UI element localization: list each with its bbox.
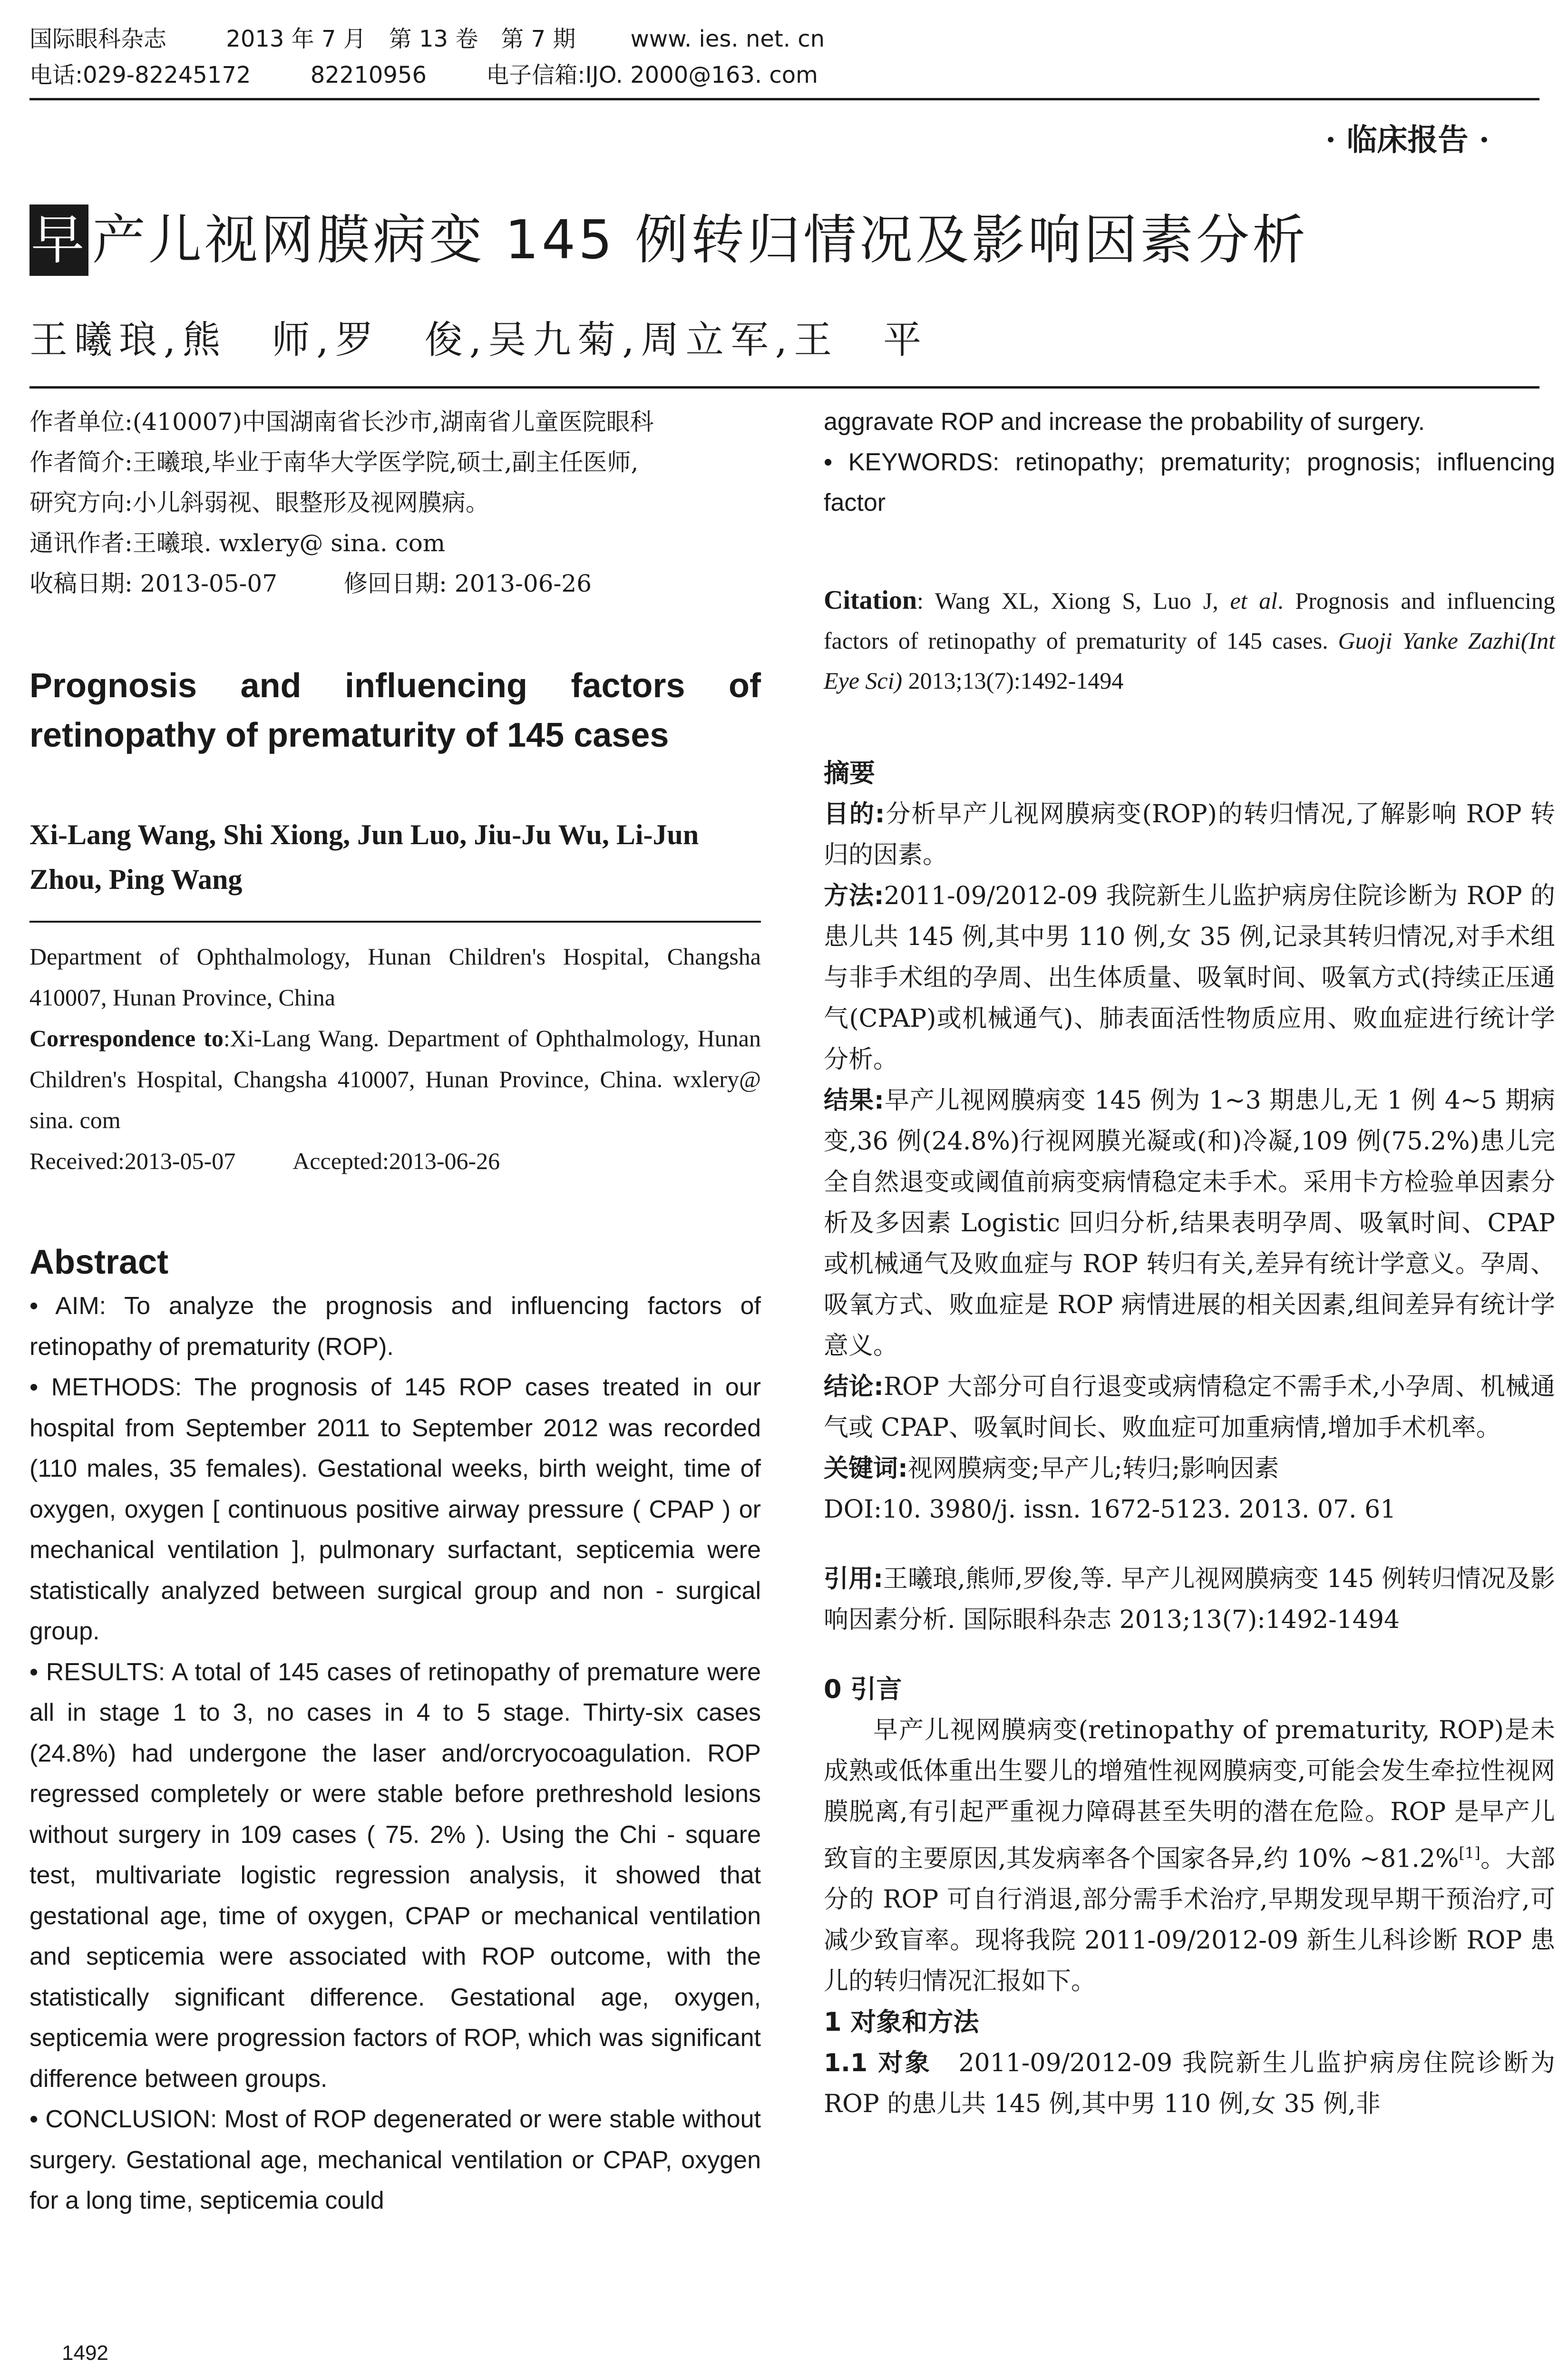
english-authors: Xi-Lang Wang, Shi Xiong, Jun Luo, Jiu-Ju Wu, Li-Jun Zhou, Ping Wang: [29, 819, 699, 895]
doi[interactable]: DOI:10. 3980/j. issn. 1672-5123. 2013. 07. 61: [824, 1495, 1396, 1524]
corresponding-author: 通讯作者:王曦琅. wxlery@ sina. com: [29, 529, 446, 557]
zh-citation: [824, 1559, 1555, 1640]
right-column: [824, 402, 1555, 2124]
zh-methods-label: 方法:: [824, 882, 884, 910]
website-link[interactable]: www. ies. net. cn: [630, 26, 825, 52]
issue-info: 2013 年 7 月 第 13 卷 第 7 期: [226, 26, 576, 52]
abstract-conclusion-cont: aggravate ROP and increase the probability of surgery.: [824, 408, 1425, 436]
subject-label: 1.1 对象: [824, 2049, 932, 2078]
abstract-results: • RESULTS: A total of 145 cases of retinopathy of premature were all in stage 1 to 3, no cases in 4 to 5 stage. Thirty-six cases (24.8%) had undergone the laser and/orcryocoagulation. ROP regressed completely or were stable before prethreshold lesions without surgery in 109 cases ( 75. 2% ). Using the Chi - square test, multivariate logistic regression analysis, it showed that gestational age, time of oxygen, CPAP or mechanical ventilation and septicemia were associated with ROP outcome, with the statistically significant difference. Gestational age, oxygen, septicemia were progression factors of ROP, which was significant difference between groups.: [29, 1658, 761, 2093]
header-line-1: [29, 25, 825, 53]
affiliation-block: [29, 936, 761, 1181]
zh-citation-label: 引用:: [824, 1565, 883, 1593]
authors-cn: 王曦琅,熊 师,罗 俊,吴九菊,周立军,王 平: [29, 318, 928, 362]
journal-name: 国际眼科杂志: [29, 26, 167, 52]
citation-en: Citation: Wang XL, Xiong S, Luo J, et al. Prognosis and influencing factors of retinopathy of prematurity of 145 cases. Guoji Yanke Zazhi(Int Eye Sci) 2013;13(7):1492-1494: [824, 585, 1556, 694]
zh-results: 早产儿视网膜病变 145 例为 1~3 期患儿,无 1 例 4~5 期病变,36 例(24.8%)行视网膜光凝或(和)冷凝,109 例(75.2%)患儿完全自然退变或阈值前病变病情稳定未手术。采用卡方检验单因素分析及多因素 Logistic 回归分析,结果表明孕周、吸氧时间、CPAP 或机械通气及败血症与 ROP 转归有关,差异有统计学意义。孕周、吸氧方式、败血症是 ROP 病情进展的相关因素,组间差异有统计学意义。: [824, 1086, 1556, 1360]
title-divider: [29, 386, 1539, 389]
english-title: Prognosis and influencing factors of retinopathy of prematurity of 145 cases: [29, 667, 761, 754]
intro-heading: 0 引言: [824, 1674, 902, 1704]
intro-paragraph: 早产儿视网膜病变(retinopathy of prematurity, ROP)是未成熟或低体重出生婴儿的增殖性视网膜病变,可能会发生牵拉性视网膜脱离,有引起严重视力障碍甚至失明的潜在危险。ROP 是早产儿致盲的主要原因,其发病率各个国家各异,约 10% ~81.2%: [824, 1716, 1555, 1873]
affiliation: Department of Ophthalmology, Hunan Children's Hospital, Changsha 410007, Hunan Province, China: [29, 943, 761, 1011]
reference-1[interactable]: [1]: [1459, 1844, 1480, 1862]
zh-keywords-label: 关键词:: [824, 1454, 908, 1483]
zh-citation-text: 王曦琅,熊师,罗俊,等. 早产儿视网膜病变 145 例转归情况及影响因素分析. 国际眼科杂志 2013;13(7):1492-1494: [824, 1565, 1556, 1634]
zh-aim-label: 目的:: [824, 800, 885, 828]
page-number: 1492: [62, 2341, 108, 2365]
author-bio-2: 研究方向:小儿斜弱视、眼整形及视网膜病。: [29, 489, 489, 516]
zh-methods: 2011-09/2012-09 我院新生儿监护病房住院诊断为 ROP 的患儿共 145 例,其中男 110 例,女 35 例,记录其转归情况,对手术组与非手术组的孕周、出生体质量、吸氧时间、吸氧方式(持续正压通气(CPAP)或机械通气)、肺表面活性物质应用、败血症进行统计学分析。: [824, 882, 1556, 1074]
received-date-cn: 收稿日期: 2013-05-07: [29, 570, 278, 597]
title-rest: 产儿视网膜病变 145 例转归情况及影响因素分析: [92, 209, 1308, 271]
revised-date-cn: 修回日期: 2013-06-26: [344, 570, 592, 597]
abstract-aim: • AIM: To analyze the prognosis and influencing factors of retinopathy of prematurity (ROP).: [29, 1292, 761, 1361]
section-label: · 临床报告 ·: [1325, 122, 1490, 158]
correspondence-text: :Xi-Lang Wang. Department of Ophthalmology, Hunan Children's Hospital, Changsha 410007, Hunan Province, China. wxlery@ sina. com: [29, 1025, 761, 1133]
correspondence: [29, 1018, 761, 1140]
header-divider: [29, 98, 1539, 100]
article-title: [29, 205, 1308, 276]
received-date-en: Received:2013-05-07: [29, 1148, 236, 1174]
title-first-char: 早: [29, 205, 88, 276]
zh-abstract-body: [824, 794, 1555, 1530]
correspondence-label: Correspondence to: [29, 1025, 224, 1052]
header-line-2: [29, 61, 818, 89]
subject-text: 2011-09/2012-09 我院新生儿监护病房住院诊断为 ROP 的患儿共 145 例,其中男 110 例,女 35 例,非: [824, 2049, 1555, 2119]
zh-aim: 分析早产儿视网膜病变(ROP)的转归情况,了解影响 ROP 转归的因素。: [824, 800, 1555, 869]
zh-keywords: 视网膜病变;早产儿;转归;影响因素: [907, 1454, 1279, 1483]
accepted-date-en: Accepted:2013-06-26: [292, 1148, 500, 1174]
author-unit: 作者单位:(410007)中国湖南省长沙市,湖南省儿童医院眼科: [29, 408, 654, 436]
zh-conclusion-label: 结论:: [824, 1373, 884, 1401]
author-bio-1: 作者简介:王曦琅,毕业于南华大学医学院,硕士,副主任医师,: [29, 448, 639, 476]
abstract-conclusion: • CONCLUSION: Most of ROP degenerated or were stable without surgery. Gestational age, mechanical ventilation or CPAP, oxygen for a long time, septicemia could: [29, 2105, 761, 2214]
intro-body: [824, 1710, 1555, 2002]
abstract-body: [29, 1286, 761, 2221]
email-address[interactable]: 电子信箱:IJO. 2000@163. com: [486, 62, 818, 88]
zh-results-label: 结果:: [824, 1086, 884, 1115]
zh-abstract-heading: 摘要: [824, 758, 875, 788]
abstract-continued: [824, 402, 1555, 523]
abstract-methods: • METHODS: The prognosis of 145 ROP cases treated in our hospital from September 2011 to September 2012 was recorded (110 males, 35 females). Gestational weeks, birth weight, time of oxygen, oxygen [ continuous positive airway pressure ( CPAP ) or mechanical ventilation ], pulmonary surfactant, septicemia were statistically analyzed between surgical group and non - surgical group.: [29, 1374, 761, 1645]
left-column: [29, 402, 761, 2221]
phone-number-2: 82210956: [310, 62, 427, 88]
intro-paragraph-cont: 。大部分的 ROP 可自行消退,部分需手术治疗,早期发现早期干预治疗,可减少致盲率。现将我院 2011-09/2012-09 新生儿科诊断 ROP 患儿的转归情况汇报如下。: [824, 1844, 1555, 1996]
citation-journal: Guoji Yanke Zazhi(Int Eye Sci): [824, 627, 1555, 694]
author-info-cn: [29, 402, 761, 604]
phone-number: 电话:029-82245172: [29, 62, 251, 88]
methods-body: [824, 2043, 1555, 2124]
citation-label: Citation: [824, 585, 917, 615]
methods-heading: 1 对象和方法: [824, 2007, 979, 2037]
zh-conclusion: ROP 大部分可自行退变或病情稳定不需手术,小孕周、机械通气或 CPAP、吸氧时间长、败血症可加重病情,增加手术机率。: [824, 1373, 1555, 1442]
abstract-heading: Abstract: [29, 1243, 169, 1281]
abstract-keywords: • KEYWORDS: retinopathy; prematurity; prognosis; influencing factor: [824, 448, 1555, 516]
